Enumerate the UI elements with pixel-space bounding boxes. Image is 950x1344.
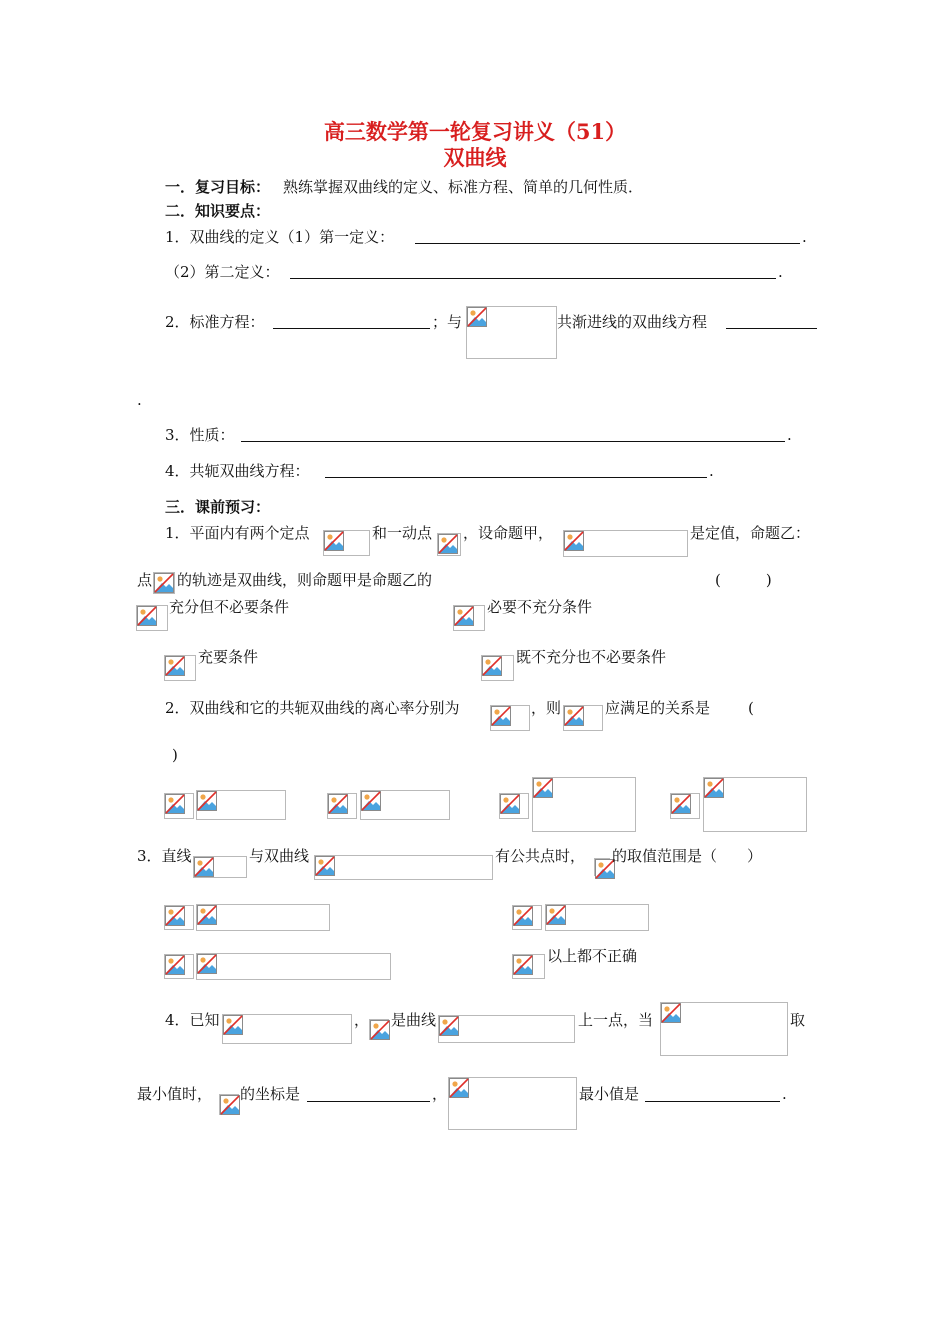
- k1b-blank[interactable]: [290, 278, 776, 279]
- section-1-heading: 一．复习目标：: [165, 178, 271, 196]
- broken-image-icon: [328, 794, 348, 814]
- broken-image-icon: [137, 606, 157, 626]
- q4-text-b: ，: [354, 1011, 370, 1029]
- q1-text-a: 1．平面内有两个定点: [165, 524, 310, 542]
- q4-text-h: ，: [432, 1085, 448, 1103]
- option-d-label-image: [670, 793, 700, 819]
- q1-text-f: 的轨迹是双曲线，则命题甲是命题乙的: [177, 571, 433, 589]
- page-title: 高三数学第一轮复习讲义（51）: [323, 119, 627, 144]
- option-b-label-image: [453, 605, 485, 631]
- broken-image-icon: [324, 531, 344, 551]
- equation-image: [437, 533, 461, 556]
- k4-label: 4．共轭双曲线方程：: [165, 462, 310, 480]
- q3-text-b: 与双曲线: [249, 847, 310, 865]
- q4-text-c: 是曲线: [391, 1011, 437, 1029]
- broken-image-icon: [220, 1095, 240, 1115]
- option-b-label-image: [512, 905, 542, 930]
- section-3-heading: 三．课前预习：: [165, 498, 271, 516]
- broken-image-icon: [165, 794, 185, 814]
- broken-image-icon: [482, 656, 502, 676]
- broken-image-icon: [361, 791, 381, 811]
- broken-image-icon: [500, 794, 520, 814]
- broken-image-icon: [454, 606, 474, 626]
- k4-blank[interactable]: [325, 477, 707, 478]
- broken-image-icon: [197, 954, 217, 974]
- k3-period: .: [787, 426, 792, 444]
- q3-option-d: 以上都不正确: [547, 947, 638, 965]
- option-b-label-image: [327, 793, 357, 819]
- broken-image-icon: [671, 794, 691, 814]
- k1-blank[interactable]: [415, 243, 800, 244]
- k2-asymptote-text: 共渐进线的双曲线方程: [557, 313, 708, 331]
- k1b-period: .: [778, 263, 783, 281]
- q1-text-d: 是定值，命题乙：: [690, 524, 811, 542]
- broken-image-icon: [194, 857, 214, 877]
- option-b-equation-image: [545, 904, 649, 931]
- option-a-equation-image: [196, 904, 330, 931]
- equation-image: [438, 1015, 575, 1043]
- option-c-equation-image: [196, 953, 391, 980]
- q4-text-f: 最小值时，: [137, 1085, 213, 1103]
- broken-image-icon: [513, 906, 533, 926]
- section-1-text: 熟练掌握双曲线的定义、标准方程、简单的几何性质．: [283, 178, 644, 196]
- equation-image: [222, 1014, 352, 1044]
- equation-image: [314, 855, 493, 880]
- section-2-heading: 二．知识要点：: [165, 202, 271, 220]
- broken-image-icon: [154, 573, 174, 593]
- broken-image-icon: [439, 1016, 459, 1036]
- q1-option-c: 充要条件: [198, 648, 259, 666]
- q4-text-i: 最小值是: [579, 1085, 640, 1103]
- q2-text-b: ，则: [531, 699, 562, 717]
- equation-image: [369, 1019, 389, 1040]
- q4-text-e: 取: [790, 1011, 806, 1029]
- page-subtitle: 双曲线: [443, 145, 507, 170]
- equation-image: [660, 1002, 788, 1056]
- k1-label: 1．双曲线的定义（1）第一定义：: [165, 228, 395, 246]
- q4-text-d: 上一点，当: [578, 1011, 654, 1029]
- broken-image-icon: [533, 778, 553, 798]
- equation-image: [323, 530, 370, 556]
- q1-text-b: 和一动点: [372, 524, 433, 542]
- equation-image: [594, 858, 610, 876]
- k1b-label: （2）第二定义：: [165, 263, 280, 281]
- broken-image-icon: [223, 1015, 243, 1035]
- broken-image-icon: [491, 706, 511, 726]
- q1-text-e: 点: [137, 571, 153, 589]
- broken-image-icon: [197, 791, 217, 811]
- broken-image-icon: [370, 1020, 390, 1040]
- k2-asymptote-blank[interactable]: [726, 328, 817, 329]
- equation-image: [490, 705, 530, 731]
- q4-text-g: 的坐标是: [240, 1085, 301, 1103]
- option-a-label-image: [164, 905, 194, 930]
- option-d-equation-image: [703, 777, 807, 832]
- broken-image-icon: [315, 856, 335, 876]
- broken-image-icon: [197, 905, 217, 925]
- k2-label: 2．标准方程：: [165, 313, 265, 331]
- q2-paren-close: ): [172, 746, 178, 764]
- q2-paren-open: (: [748, 699, 754, 717]
- broken-image-icon: [165, 906, 185, 926]
- q4-text-a: 4．已知: [165, 1011, 220, 1029]
- broken-image-icon: [467, 307, 487, 327]
- equation-image: [219, 1094, 239, 1115]
- option-a-equation-image: [196, 790, 286, 820]
- broken-image-icon: [438, 534, 458, 554]
- k1-period: .: [802, 228, 807, 246]
- q1-text-c: ，设命题甲，: [463, 524, 554, 542]
- broken-image-icon: [513, 955, 533, 975]
- equation-image: [448, 1077, 577, 1130]
- option-d-label-image: [481, 655, 514, 681]
- k2-blank[interactable]: [273, 328, 430, 329]
- option-a-label-image: [136, 605, 168, 631]
- equation-image: [563, 705, 603, 731]
- q1-option-b: 必要不充分条件: [487, 598, 593, 616]
- broken-image-icon: [449, 1078, 469, 1098]
- q2-text-c: 应满足的关系是: [605, 699, 711, 717]
- k3-blank[interactable]: [241, 441, 785, 442]
- option-a-label-image: [164, 793, 194, 819]
- k2-with: ；与: [432, 313, 463, 331]
- broken-image-icon: [564, 706, 584, 726]
- option-b-equation-image: [360, 790, 450, 820]
- broken-image-icon: [661, 1003, 681, 1023]
- q3-text-c: 有公共点时，: [495, 847, 586, 865]
- equation-image: [563, 530, 688, 557]
- q4-text-j: .: [782, 1085, 787, 1103]
- q1-option-a: 充分但不必要条件: [169, 598, 290, 616]
- q1-answer-paren: ( ): [715, 571, 772, 589]
- q3-text-a: 3．直线: [137, 847, 192, 865]
- q3-text-d: 的取值范围是（ ）: [612, 847, 763, 865]
- q4-coordinate-blank[interactable]: [307, 1101, 430, 1102]
- q4-min-value-blank[interactable]: [645, 1101, 780, 1102]
- q2-text-a: 2．双曲线和它的共轭双曲线的离心率分别为: [165, 699, 460, 717]
- broken-image-icon: [165, 955, 185, 975]
- option-c-label-image: [164, 655, 196, 681]
- broken-image-icon: [165, 656, 185, 676]
- k4-period: .: [709, 462, 714, 480]
- k2-period: .: [137, 391, 142, 409]
- broken-image-icon: [564, 531, 584, 551]
- option-c-label-image: [499, 793, 529, 819]
- broken-image-icon: [704, 778, 724, 798]
- option-d-label-image: [512, 954, 545, 979]
- equation-image: [153, 572, 175, 594]
- k3-label: 3．性质：: [165, 426, 235, 444]
- broken-image-icon: [546, 905, 566, 925]
- equation-image: [466, 306, 557, 359]
- option-c-equation-image: [532, 777, 636, 832]
- option-c-label-image: [164, 954, 194, 979]
- equation-image: [193, 856, 247, 878]
- q1-option-d: 既不充分也不必要条件: [516, 648, 667, 666]
